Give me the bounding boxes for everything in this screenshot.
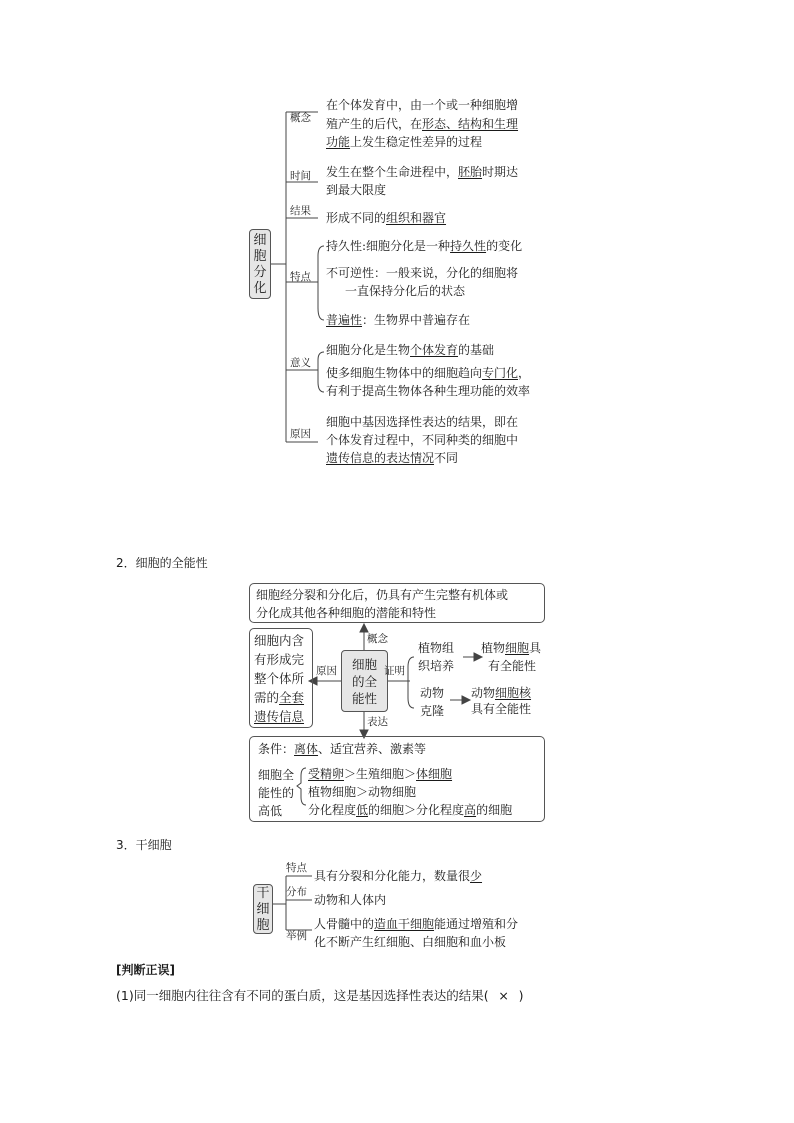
totipotency-concept-line-2: 分化成其他各种细胞的潜能和特性 [256,606,437,620]
totipotency-cause-box [249,628,313,728]
time-line-1: 发生在整个生命进程中，胚胎时期达 [326,165,519,179]
cause-line-1: 细胞中基因选择性表达的结果，即在 [326,415,519,429]
totipotency-concept-box [249,583,545,623]
stem-root-char: 干 [256,886,270,901]
meaning-1: 细胞分化是生物个体发育的基础 [326,343,495,357]
judge-question-1: (1)同一细胞内往往含有不同的蛋白质，这是基因选择性表达的结果( × ) [116,988,524,1003]
concept-line-3: 功能上发生稳定性差异的过程 [326,135,483,149]
proof-animal-left-1: 动物 [420,686,445,700]
proof-plant-right-2: 有全能性 [488,659,537,673]
stem-example-line-2: 化不断产生红细胞、白细胞和血小板 [314,935,507,949]
cause-box-line: 整个体所 [254,671,305,686]
level-label-3: 高低 [258,804,283,818]
proof-animal-right-1: 动物细胞核 [471,686,532,700]
label-express: 表达 [367,716,388,728]
level-label-1: 细胞全 [258,768,295,782]
stem-feature: 具有分裂和分化能力，数量很少 [314,869,483,883]
stem-root-char: 细 [256,902,270,917]
proof-plant-left-1: 植物组 [418,641,455,655]
label-concept-2: 概念 [367,633,388,645]
label-cause: 原因 [290,428,311,440]
center-line: 的全 [351,674,377,689]
answer-mark: × [498,988,509,1003]
label-concept: 概念 [290,112,311,124]
label-meaning: 意义 [290,357,311,369]
stem-distribution: 动物和人体内 [314,893,387,907]
cause-line-2: 个体发育过程中，不同种类的细胞中 [326,433,519,447]
diff-root-char: 细 [253,233,267,248]
center-line: 能性 [351,691,377,706]
diff-root-char: 化 [253,281,267,296]
label-time: 时间 [290,170,311,182]
cause-box-line: 细胞内含 [254,633,305,648]
label-result: 结果 [290,205,311,217]
level-2: 植物细胞＞动物细胞 [308,785,417,799]
section-3-title: 3．干细胞 [116,838,172,852]
concept-line-1: 在个体发育中，由一个或一种细胞增 [326,98,519,112]
label-cause-2: 原因 [316,665,337,677]
level-label-2: 能性的 [258,786,295,800]
proof-plant-right-1: 植物细胞具 [481,641,542,655]
level-3: 分化程度低的细胞＞分化程度高的细胞 [308,803,513,817]
section-2-title: 2．细胞的全能性 [116,556,208,570]
feature-2-line-1: 不可逆性：一般来说，分化的细胞将 [326,266,519,280]
meaning-2-line-2: 有利于提高生物体各种生理功能的效率 [326,384,531,398]
totipotency-expression-box [249,736,545,822]
feature-1: 持久性:细胞分化是一种持久性的变化 [326,239,523,253]
time-line-2: 到最大限度 [326,183,387,197]
meaning-2-line-1: 使多细胞生物体中的细胞趋向专门化， [326,366,531,380]
condition-line: 条件：离体、适宜营养、激素等 [258,742,427,756]
stem-root-char: 胞 [256,918,270,933]
proof-animal-right-2: 具有全能性 [471,702,532,716]
cause-line-3: 遗传信息的表达情况不同 [326,451,459,465]
concept-line-2: 殖产生的后代，在形态、结构和生理 [326,117,519,131]
label-feature: 特点 [290,271,311,283]
center-line: 细胞 [351,657,377,672]
level-1: 受精卵＞生殖细胞＞体细胞 [308,767,453,781]
proof-plant-left-2: 织培养 [418,659,455,673]
feature-3: 普遍性：生物界中普遍存在 [326,313,471,327]
label-stem-example: 举例 [286,930,307,942]
cause-box-line: 有形成完 [254,652,305,667]
label-stem-feature: 特点 [286,862,307,874]
judge-title: [判断正误] [116,963,175,977]
diff-root-box [249,229,271,299]
diff-root-char: 胞 [253,249,267,264]
feature-2-line-2: 一直保持分化后的状态 [345,284,466,298]
totipotency-concept-line-1: 细胞经分裂和分化后，仍具有产生完整有机体或 [256,588,509,602]
result-line: 形成不同的组织和器官 [326,211,447,225]
label-stem-distribution: 分布 [286,886,307,898]
stem-example-line-1: 人骨髓中的造血干细胞能通过增殖和分 [314,917,519,931]
cause-box-line: 遗传信息 [254,709,305,724]
cause-box-line: 需的全套 [254,690,305,705]
totipotency-center-box [341,650,388,712]
label-proof: 证明 [384,665,405,677]
stem-cell-root-box [253,884,273,934]
proof-animal-left-2: 克隆 [420,704,445,718]
diff-root-char: 分 [253,265,267,280]
